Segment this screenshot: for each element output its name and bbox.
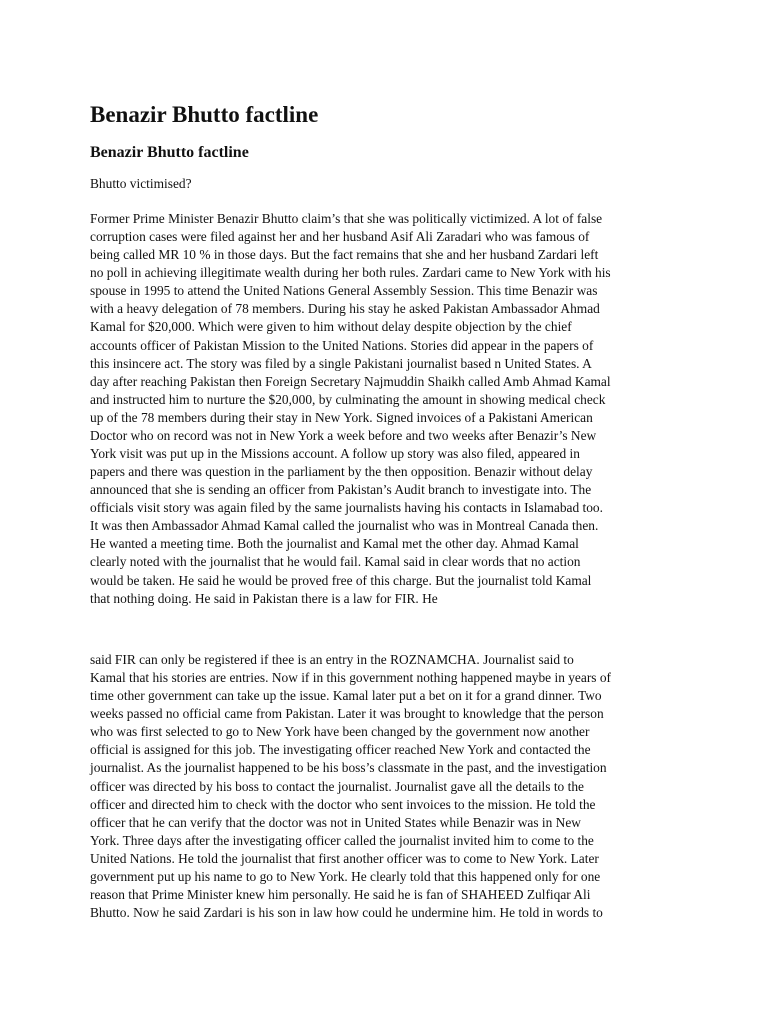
text-line: reason that Prime Minister knew him personally. He said he is fan of SHAHEED Zulfiqar Ali [90,887,591,903]
text-line: Doctor who on record was not in New York a week before and two weeks after Benazir’s New [90,427,597,443]
body-paragraph-2 [90,651,611,922]
text-line: and instructed him to nurture the $20,000, by culminating the amount in showing medical check [90,391,606,407]
text-line: United Nations. He told the journalist that first another officer was to come to New York. Later [90,850,599,866]
text-line: York visit was put up in the Missions account. A follow up story was also filed, appeared in [90,446,580,462]
text-line: up of the 78 members during their stay in New York. Signed invoices of a Pakistani American [90,409,593,425]
text-line: said FIR can only be registered if thee is an entry in the ROZNAMCHA. Journalist said to [90,652,574,667]
text-line: clearly noted with the journalist that he would fail. Kamal said in clear words that no action [90,554,581,570]
text-line: officials visit story was again filed by the same journalists having his contacts in Islamabad too. [90,500,603,516]
text-line: corruption cases were filed against her and her husband Asif Ali Zaradari who was famous of [90,229,590,245]
text-line: officer that he can verify that the doctor was not in United States while Benazir was in New [90,814,581,830]
text-line: accounts officer of Pakistan Mission to the United Nations. Stories did appear in the papers of [90,337,594,353]
text-line: who was first selected to go to New York have been changed by the government now another [90,724,590,740]
text-line: would be taken. He said he would be proved free of this charge. But the journalist told Kamal [90,572,592,588]
text-line: government put up his name to go to New York. He clearly told that this happened only for one [90,868,601,884]
text-line: He wanted a meeting time. Both the journalist and Kamal met the other day. Ahmad Kamal [90,536,579,552]
text-line: papers and there was question in the parliament by the then opposition. Benazir without delay [90,464,593,480]
text-line: York. Three days after the investigating officer called the journalist invited him to come to the [90,832,594,848]
text-line: that nothing doing. He said in Pakistan there is a law for FIR. He [90,590,438,606]
text-line: this insincere act. The story was filed by a single Pakistani journalist based n United States. A [90,355,592,371]
text-line: with a heavy delegation of 78 members. During his stay he asked Pakistan Ambassador Ahmad [90,301,600,317]
text-line: no poll in achieving illegitimate wealth during her both rules. Zardari came to New York with his [90,265,611,281]
text-line: It was then Ambassador Ahmad Kamal called the journalist who was in Montreal Canada then. [90,518,599,534]
text-line: officer and directed him to check with the doctor who sent invoices to the mission. He told the [90,796,596,812]
text-line: Kamal for $20,000. Which were given to him without delay despite objection by the chief [90,319,572,335]
text-line: officer was directed by his boss to contact the journalist. Journalist gave all the details to the [90,778,584,794]
text-line: day after reaching Pakistan then Foreign Secretary Najmuddin Shaikh called Amb Ahmad Kamal [90,373,611,389]
text-line: Former Prime Minister Benazir Bhutto claim’s that she was politically victimized. A lot of false [90,211,603,226]
text-line: announced that she is sending an officer from Pakistan’s Audit branch to investigate into. The [90,482,592,498]
text-line: Bhutto. Now he said Zardari is his son in law how could he undermine him. He told in words to [90,905,603,921]
body-paragraph-1 [90,210,611,608]
text-line: Kamal that his stories are entries. Now if in this government nothing happened maybe in years of [90,670,611,686]
intro-line: Bhutto victimised? [90,176,192,191]
text-line: journalist. As the journalist happened to be his boss’s classmate in the past, and the investigation [90,760,607,776]
document-title: Benazir Bhutto factline [90,102,319,127]
document-subtitle: Benazir Bhutto factline [90,144,249,161]
text-line: time other government can take up the issue. Kamal later put a bet on it for a grand dinner. Two [90,688,602,704]
text-line: weeks passed no official came from Pakistan. Later it was brought to knowledge that the person [90,706,604,722]
text-line: spouse in 1995 to attend the United Nations General Assembly Session. This time Benazir was [90,283,598,299]
text-line: being called MR 10 % in those days. But the fact remains that she and her husband Zardari left [90,247,599,263]
text-line: official is assigned for this job. The investigating officer reached New York and contacted the [90,742,591,758]
